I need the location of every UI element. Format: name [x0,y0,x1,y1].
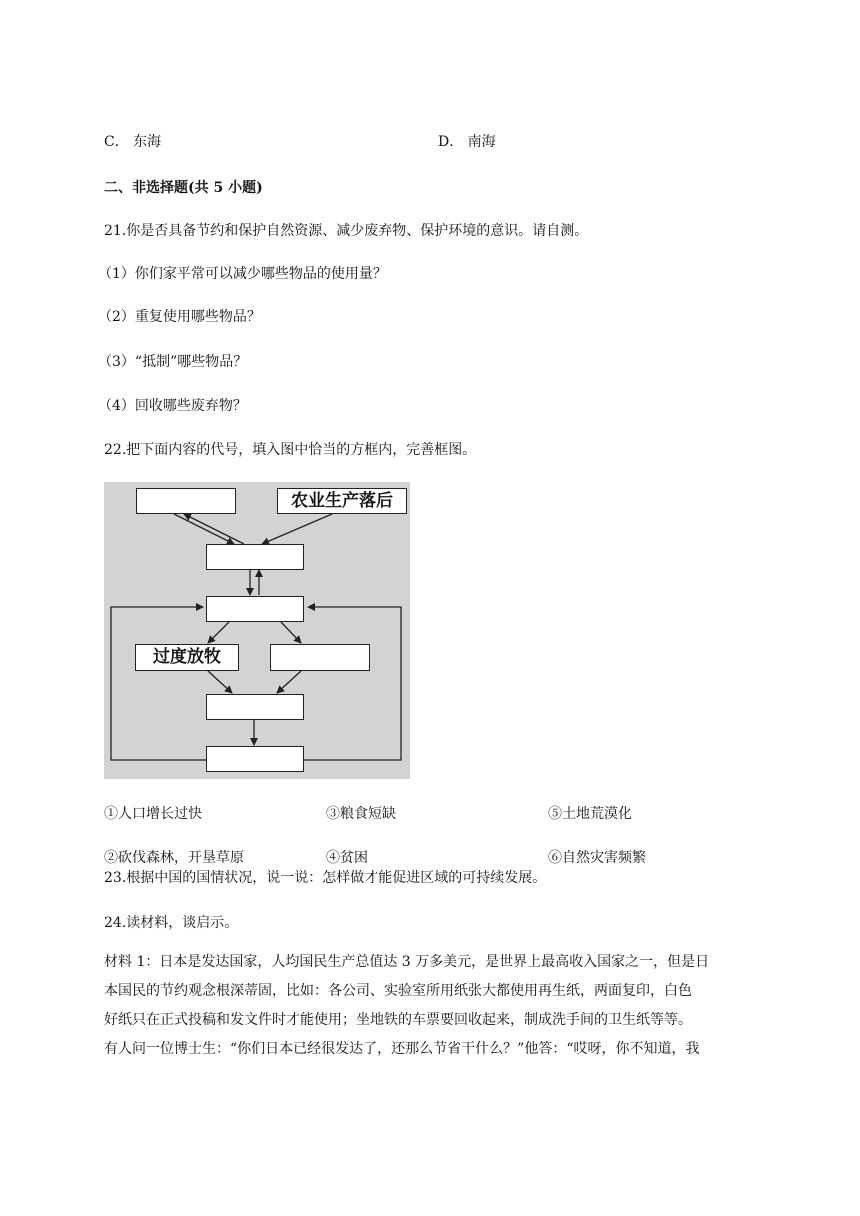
box-b2-empty [206,544,304,570]
q24-stem: 24.读材料，谈启示。 [104,915,239,931]
choice-5: ⑤土地荒漠化 [548,806,632,822]
option-c: C． 东海 [104,134,162,150]
q21-item-2: （2）重复使用哪些物品？ [98,309,261,325]
flow-diagram [104,482,410,779]
choice-1: ①人口增长过快 [104,806,202,822]
q21-item-4: （4）回收哪些废弃物？ [98,398,247,414]
choice-2: ②砍伐森林，开垦草原 [104,850,244,866]
arrow-b2-to-b1 [184,514,244,544]
q24-material-1 [104,948,760,1064]
box-b6-empty [206,694,304,720]
arrow-b3-to-graze [208,622,229,643]
diagram-arrows [104,482,410,779]
option-d: D． 南海 [438,134,496,150]
q22-stem: 22.把下面内容的代号，填入图中恰当的方框内，完善框图。 [104,442,477,458]
box-top-left-empty [136,488,236,514]
box-b3-empty [206,596,304,622]
arrow-agri-to-b2 [262,514,332,544]
arrow-loop-right [304,607,401,760]
arrow-b5-to-b6 [277,671,301,693]
box-b5-empty [270,644,370,671]
choice-3: ③粮食短缺 [326,806,396,822]
material-line-3: 好纸只在正式投稿和发文件时才能使用；坐地铁的车票要回收起来，制成洗手间的卫生纸等等。 [104,1012,692,1028]
arrow-loop-left [111,607,206,760]
box-graze: 过度放牧 [135,644,239,671]
q21-item-3: （3）“抵制”哪些物品？ [98,354,248,370]
q21-item-1: （1）你们家平常可以减少哪些物品的使用量？ [98,266,387,282]
choice-6: ⑥自然灾害频繁 [548,850,646,866]
arrow-b1-to-b2 [174,514,234,544]
section-title: 二、非选择题(共 5 小题) [104,180,263,196]
material-line-1: 材料 1：日本是发达国家，人均国民生产总值达 3 万多美元，是世界上最高收入国家之一，但是日 [104,954,710,970]
q21-stem: 21.你是否具备节约和保护自然资源、减少废弃物、保护环境的意识。请自测。 [104,223,589,239]
box-agri: 农业生产落后 [277,488,407,514]
q23-stem: 23.根据中国的国情状况，说一说：怎样做才能促进区域的可持续发展。 [104,870,547,886]
arrow-b3-to-b5 [281,622,301,643]
material-line-4: 有人问一位博士生：“你们日本已经很发达了，还那么节省干什么？”他答：“哎呀，你不知道，我 [104,1041,700,1057]
box-b7-empty [206,746,304,772]
choice-4: ④贫困 [326,850,368,866]
material-line-2: 本国民的节约观念根深蒂固，比如：各公司、实验室所用纸张大都使用再生纸，两面复印，白色 [104,983,692,999]
arrow-graze-to-b6 [208,671,232,693]
